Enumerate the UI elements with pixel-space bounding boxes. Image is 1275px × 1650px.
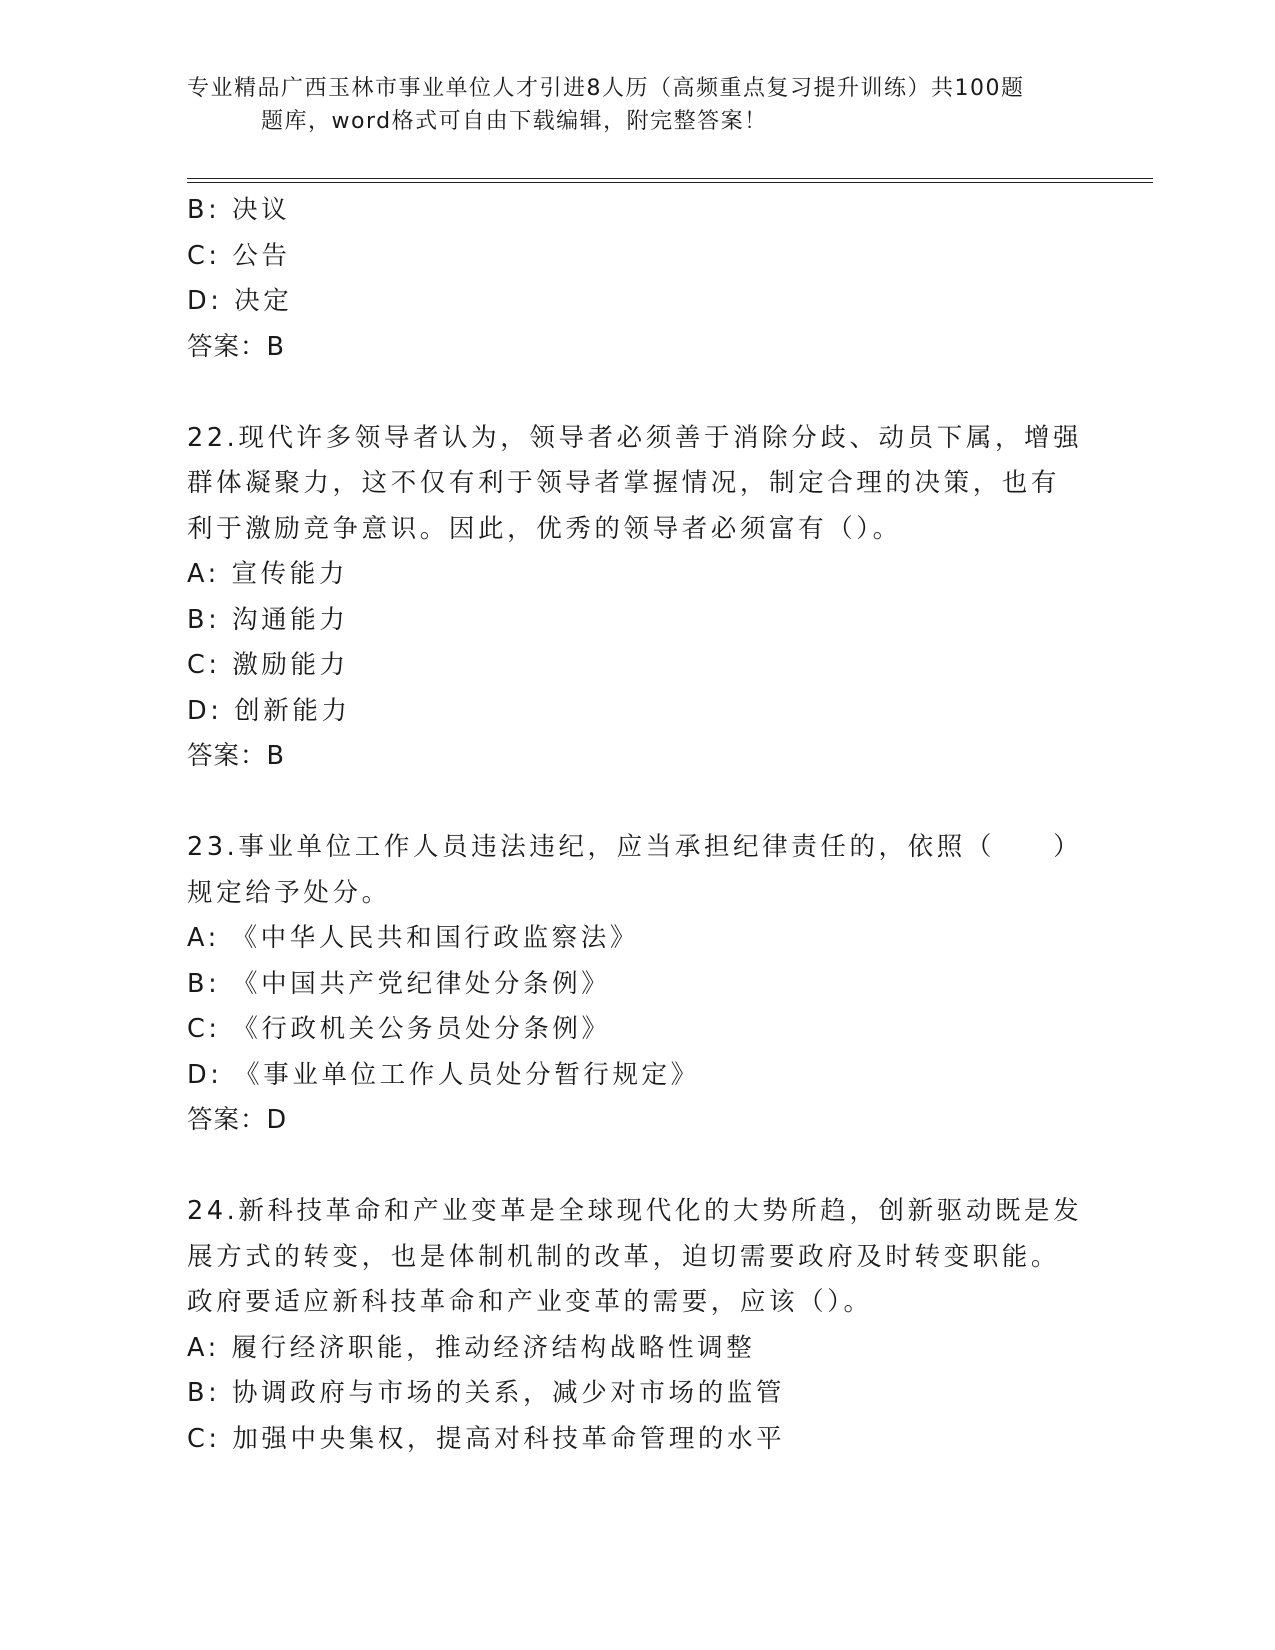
- answer-line: 答案：B: [187, 331, 285, 362]
- question-text-line: 展方式的转变，也是体制机制的改革，迫切需要政府及时转变职能。: [187, 1241, 1061, 1272]
- header-line-1: 专业精品广西玉林市事业单位人才引进8人历（高频重点复习提升训练）共100题: [187, 76, 1025, 101]
- question-text-line: 政府要适应新科技革命和产业变革的需要，应该（）。: [187, 1287, 873, 1317]
- document-body: [187, 188, 1087, 1462]
- option-b: B: 协调政府与市场的关系，减少对市场的监管: [187, 1378, 785, 1408]
- option-a: A: 履行经济职能，推动经济结构战略性调整: [187, 1332, 756, 1363]
- header-divider-bottom: [187, 182, 1153, 183]
- question-text-line: 24.新科技革命和产业变革是全球现代化的大势所趋，创新驱动既是发: [187, 1196, 1083, 1226]
- question-text-line: 23.事业单位工作人员违法违纪，应当承担纪律责任的，依照（ ）: [187, 832, 1083, 862]
- option-d: D: 决定: [187, 286, 293, 316]
- answer-line: 答案：D: [187, 1105, 288, 1135]
- option-c: C: 加强中央集权，提高对科技革命管理的水平: [187, 1423, 786, 1454]
- question-22: [187, 416, 1087, 780]
- header-line-2: 题库，word格式可自由下载编辑，附完整答案！: [261, 109, 768, 134]
- question-text-line: 利于激励竞争意识。因此，优秀的领导者必须富有（）。: [187, 513, 902, 544]
- question-text-line: 群体凝聚力，这不仅有利于领导者掌握情况，制定合理的决策，也有: [187, 468, 1061, 498]
- question-23: [187, 825, 1087, 1144]
- option-b: B: 沟通能力: [187, 604, 349, 635]
- question-21-tail: [187, 188, 1087, 370]
- document-header: [187, 72, 1087, 138]
- question-text-line: 规定给予处分。: [187, 877, 391, 908]
- question-text-line: 22.现代许多领导者认为，领导者必须善于消除分歧、动员下属，增强: [187, 422, 1083, 453]
- option-c: C: 激励能力: [187, 650, 349, 680]
- question-24: [187, 1189, 1087, 1462]
- option-a: A: 宣传能力: [187, 559, 348, 589]
- option-d: D: 创新能力: [187, 695, 351, 726]
- option-b: B: 《中国共产党纪律处分条例》: [187, 968, 611, 999]
- option-c: C: 公告: [187, 240, 291, 271]
- option-c: C: 《行政机关公务员处分条例》: [187, 1014, 611, 1044]
- option-d: D: 《事业单位工作人员处分暂行规定》: [187, 1059, 700, 1090]
- option-a: A: 《中华人民共和国行政监察法》: [187, 923, 639, 953]
- option-b: B: 决议: [187, 195, 291, 225]
- header-divider-top: [187, 178, 1153, 179]
- answer-line: 答案：B: [187, 741, 285, 771]
